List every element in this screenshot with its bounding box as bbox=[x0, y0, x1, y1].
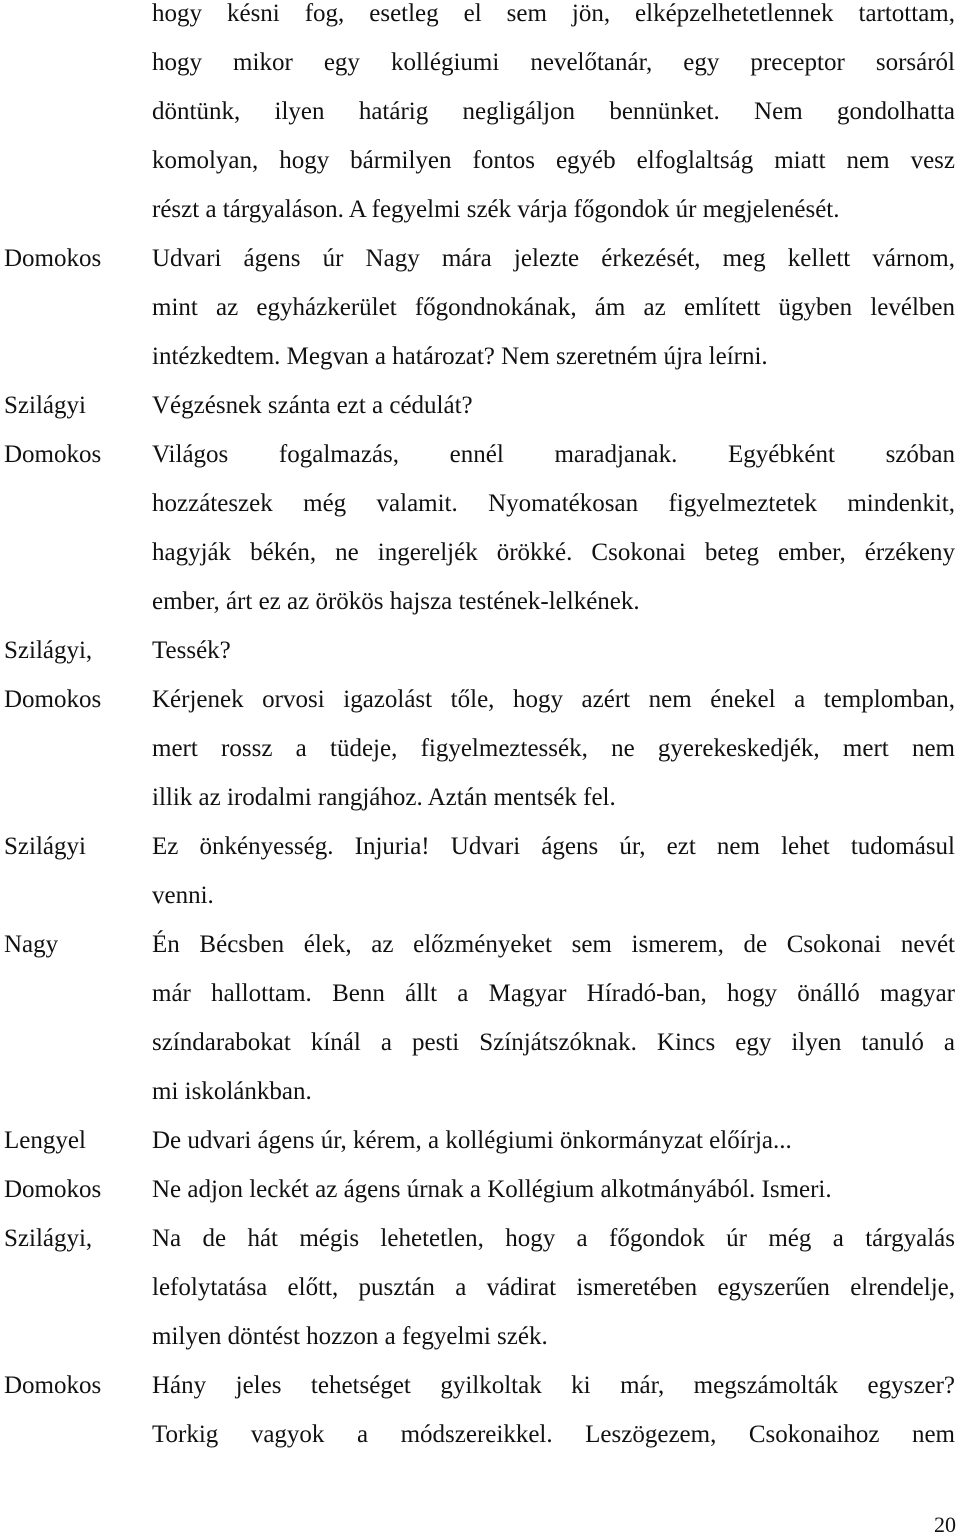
line-text: lefolytatása előtt, pusztán a vádirat ismeretében egyszerűen elrendelje, bbox=[152, 1274, 955, 1301]
dialogue-line bbox=[0, 283, 960, 332]
dialogue-line bbox=[0, 871, 960, 920]
line-text: hogy mikor egy kollégiumi nevelőtanár, egy preceptor sorsáról bbox=[152, 49, 955, 76]
line-text: Végzésnek szánta ezt a cédulát? bbox=[152, 392, 473, 419]
speaker-name: Nagy bbox=[4, 931, 59, 958]
speaker-name: Domokos bbox=[4, 1372, 102, 1399]
dialogue-line bbox=[0, 479, 960, 528]
line-text: Udvari ágens úr Nagy mára jelezte érkezését, meg kellett várnom, bbox=[152, 245, 955, 272]
line-text: De udvari ágens úr, kérem, a kollégiumi önkormányzat előírja... bbox=[152, 1127, 792, 1154]
dialogue-line bbox=[0, 1018, 960, 1067]
dialogue-line bbox=[0, 822, 960, 871]
dialogue-line bbox=[0, 1361, 960, 1410]
line-text: ember, árt ez az örökös hajsza testének-lelkének. bbox=[152, 588, 640, 615]
line-text: illik az irodalmi rangjához. Aztán mentsék fel. bbox=[152, 784, 616, 811]
dialogue-line bbox=[0, 626, 960, 675]
dialogue-line bbox=[0, 675, 960, 724]
line-text: mi iskolánkban. bbox=[152, 1078, 312, 1105]
line-text: intézkedtem. Megvan a határozat? Nem szeretném újra leírni. bbox=[152, 343, 768, 370]
line-text: hozzáteszek még valamit. Nyomatékosan figyelmeztetek mindenkit, bbox=[152, 490, 955, 517]
line-text: milyen döntést hozzon a fegyelmi szék. bbox=[152, 1323, 548, 1350]
line-text: részt a tárgyaláson. A fegyelmi szék várja főgondok úr megjelenését. bbox=[152, 196, 840, 223]
dialogue-line bbox=[0, 430, 960, 479]
dialogue-line bbox=[0, 724, 960, 773]
line-text: Torkig vagyok a módszereikkel. Leszögezem, Csokonaihoz nem bbox=[152, 1421, 955, 1448]
line-text: Világos fogalmazás, ennél maradjanak. Egyébként szóban bbox=[152, 441, 955, 468]
dialogue-line bbox=[0, 87, 960, 136]
line-text: Én Bécsben élek, az előzményeket sem ismerem, de Csokonai nevét bbox=[152, 931, 955, 958]
line-text: színdarabokat kínál a pesti Színjátszóknak. Kincs egy ilyen tanuló a bbox=[152, 1029, 955, 1056]
line-text: mint az egyházkerület főgondnokának, ám az említett ügyben levélben bbox=[152, 294, 955, 321]
line-text: Hány jeles tehetséget gyilkoltak ki már, megszámolták egyszer? bbox=[152, 1372, 955, 1399]
dialogue-line bbox=[0, 1116, 960, 1165]
speaker-name: Szilágyi bbox=[4, 833, 86, 860]
dialogue-line bbox=[0, 136, 960, 185]
dialogue-line bbox=[0, 1312, 960, 1361]
dialogue-line bbox=[0, 528, 960, 577]
line-text: Kérjenek orvosi igazolást tőle, hogy azért nem énekel a templomban, bbox=[152, 686, 955, 713]
dialogue-line bbox=[0, 1214, 960, 1263]
line-text: Ez önkényesség. Injuria! Udvari ágens úr, ezt nem lehet tudomásul bbox=[152, 833, 955, 860]
dialogue-line bbox=[0, 577, 960, 626]
speaker-name: Szilágyi bbox=[4, 392, 86, 419]
dialogue-line bbox=[0, 969, 960, 1018]
speaker-name: Domokos bbox=[4, 1176, 102, 1203]
dialogue-line bbox=[0, 332, 960, 381]
line-text: Tessék? bbox=[152, 637, 231, 664]
dialogue-line bbox=[0, 1067, 960, 1116]
line-text: venni. bbox=[152, 882, 214, 909]
line-text: hogy késni fog, esetleg el sem jön, elképzelhetetlennek tartottam, bbox=[152, 0, 955, 27]
speaker-name: Lengyel bbox=[4, 1127, 86, 1154]
line-text: Ne adjon leckét az ágens úrnak a Kollégium alkotmányából. Ismeri. bbox=[152, 1176, 832, 1203]
line-text: döntünk, ilyen határig negligáljon bennünket. Nem gondolhatta bbox=[152, 98, 955, 125]
dialogue-line bbox=[0, 0, 960, 38]
speaker-name: Szilágyi, bbox=[4, 1225, 93, 1252]
dialogue-line bbox=[0, 185, 960, 234]
speaker-name: Domokos bbox=[4, 686, 102, 713]
page-number: 20 bbox=[934, 1512, 956, 1537]
dialogue-line bbox=[0, 381, 960, 430]
dialogue-line bbox=[0, 1165, 960, 1214]
line-text: Na de hát mégis lehetetlen, hogy a főgondok úr még a tárgyalás bbox=[152, 1225, 955, 1252]
line-text: mert rossz a tüdeje, figyelmeztessék, ne gyerekeskedjék, mert nem bbox=[152, 735, 955, 762]
line-text: már hallottam. Benn állt a Magyar Híradó-ban, hogy önálló magyar bbox=[152, 980, 955, 1007]
speaker-name: Domokos bbox=[4, 441, 102, 468]
line-text: komolyan, hogy bármilyen fontos egyéb elfoglaltság miatt nem vesz bbox=[152, 147, 955, 174]
speaker-name: Szilágyi, bbox=[4, 637, 93, 664]
dialogue-line bbox=[0, 773, 960, 822]
dialogue-line bbox=[0, 234, 960, 283]
dialogue-line bbox=[0, 920, 960, 969]
dialogue-line bbox=[0, 1410, 960, 1459]
speaker-name: Domokos bbox=[4, 245, 102, 272]
dialogue-line bbox=[0, 1263, 960, 1312]
line-text: hagyják békén, ne ingereljék örökké. Csokonai beteg ember, érzékeny bbox=[152, 539, 955, 566]
dialogue-line bbox=[0, 38, 960, 87]
